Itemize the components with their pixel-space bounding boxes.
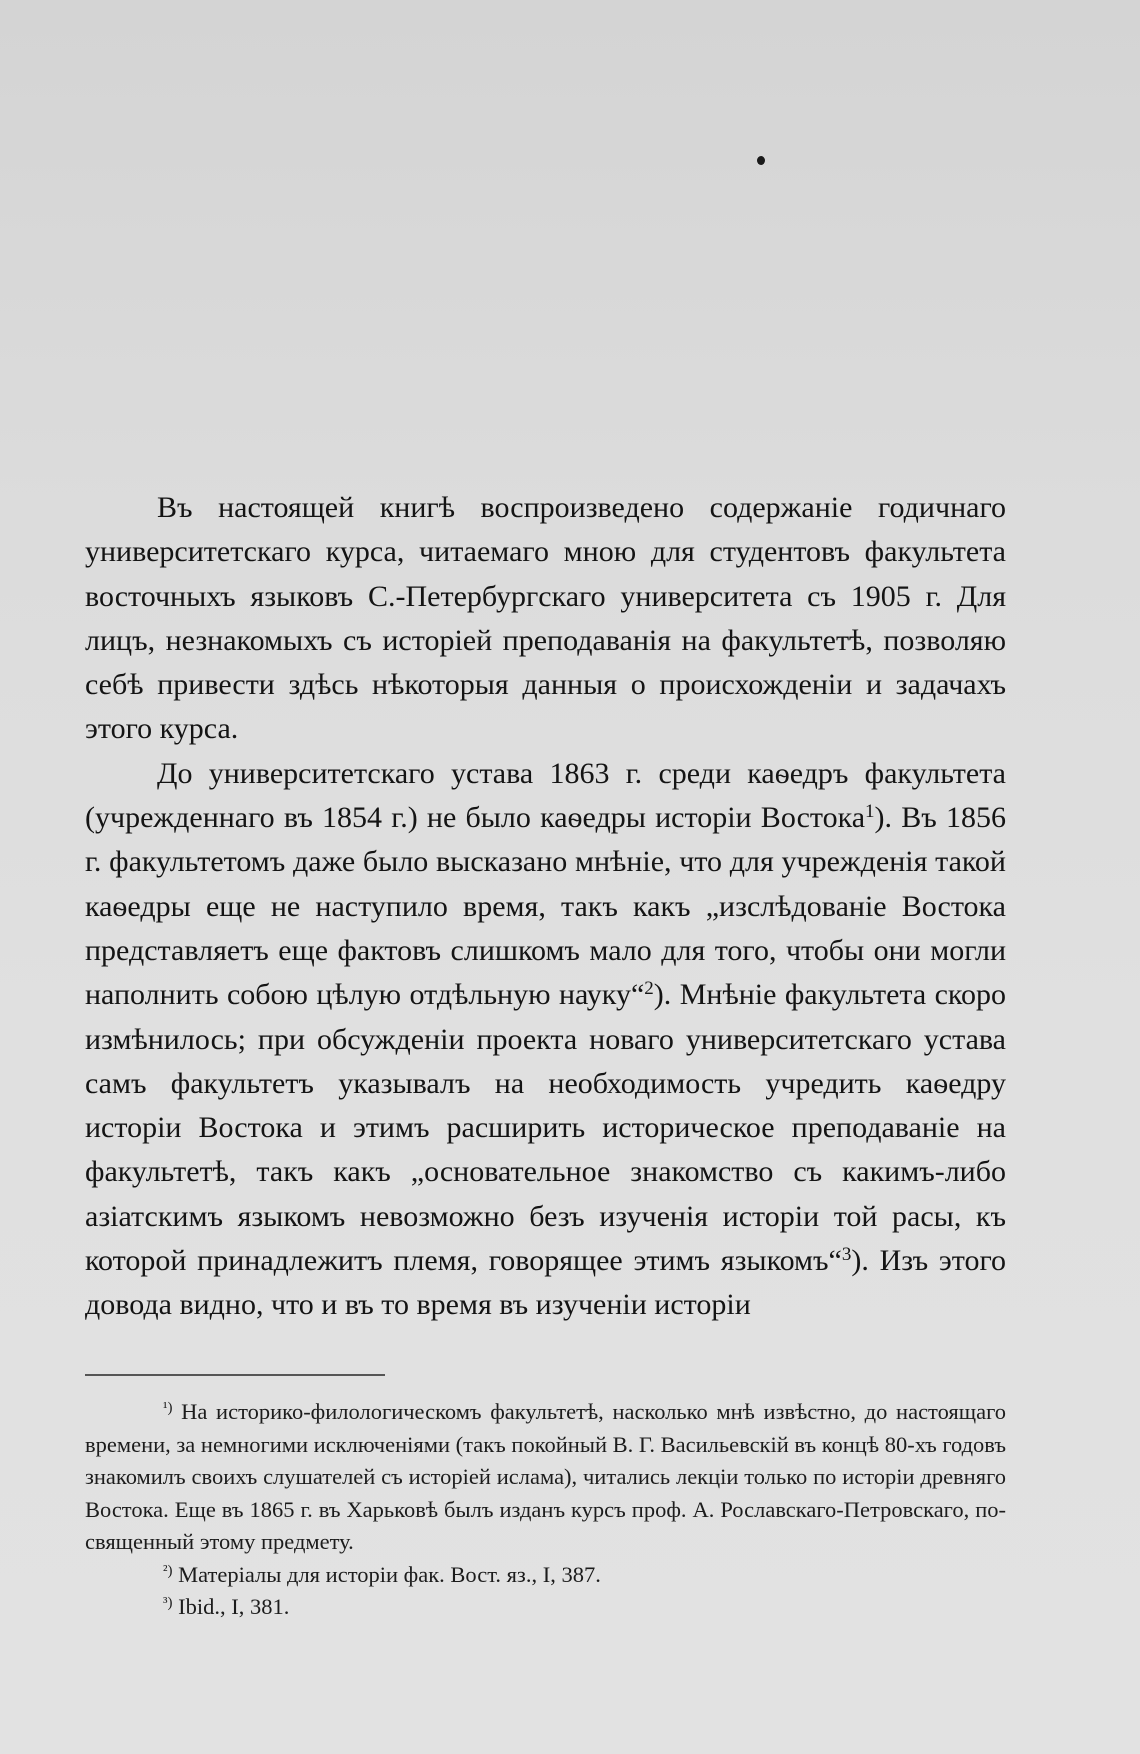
paragraph-intro — [85, 486, 1006, 752]
footnote-text: Матеріалы для исторіи фак. Вост. яз., I, 387. — [178, 1561, 601, 1587]
footnote-text: На историко-филологическомъ факультетѣ, насколько мнѣ извѣстно, до настоящаго времени, за немногими исключеніями (такъ покойный В. Г. Васильевскій въ концѣ 80-хъ годовъ знакомилъ своихъ слушателей съ исторіей ислама), читались лекціи только по исторіи древняго Востока. Еще въ 1865 г. въ Харьковѣ былъ изданъ курсъ проф. А. Рославскаго-Петровскаго, посвященный этому предмету. — [85, 1399, 1007, 1554]
ink-speck — [757, 156, 765, 165]
text-run: ). Мнѣніе факультета скоро измѣнилось; при обсужденіи проекта новаго университетскаго устава самъ факультетъ указывалъ на необходимость учредить каѳедру исторіи Востока и этимъ расширить историческое преподаваніе на факультетѣ, такъ какъ „основательное знакомство съ какимъ-либо азіатскимъ языкомъ невозможно безъ изученія исторіи той расы, къ которой принадлежитъ племя, говорящее этимъ языкомъ“ — [85, 978, 1006, 1278]
text-run: ). Въ 1856 г. факультетомъ даже было высказано мнѣніе, что для учрежденія такой каѳедры еще не наступило время, такъ какъ „изслѣдованіе Востока представляетъ еще фактовъ слишкомъ мало для того, чтобы они могли наполнить собою цѣлую отдѣльную науку“ — [85, 801, 1007, 1012]
footnote-mark: ²) — [163, 1562, 173, 1579]
footnote-3 — [85, 1591, 1006, 1624]
footnote-rule — [85, 1374, 385, 1376]
footnotes — [85, 1396, 1006, 1624]
footnote-ref: 3 — [841, 1244, 852, 1266]
footnote-1 — [85, 1396, 1006, 1559]
footnote-ref: 1 — [865, 801, 875, 823]
text-run: До университетскаго устава 1863 г. среди каѳедръ факультета (учрежденнаго въ 1854 г.) не было каѳедры исторіи Востока — [85, 756, 1006, 835]
footnote-text: Ibid., I, 381. — [178, 1594, 290, 1619]
footnote-2 — [85, 1559, 1006, 1592]
text-run: Въ настоящей книгѣ воспроизведено содержаніе годичнаго университетскаго курса, читаемаго мною для студентовъ факультета восточныхъ языковъ С.-Петербургскаго университета съ 1905 г. Для лицъ, незнакомыхъ съ исторіей преподаванія на факультетѣ, позволяю себѣ привести здѣсь нѣкоторыя данныя о происхожденіи и задачахъ этого курса. — [85, 491, 1006, 746]
paragraph-history — [85, 752, 1006, 1328]
footnote-mark: ³) — [163, 1595, 173, 1611]
footnote-ref: 2 — [644, 978, 654, 1000]
main-text — [85, 486, 1006, 1328]
footnote-mark: ¹) — [163, 1400, 173, 1416]
text-run: ). Изъ этого довода видно, что и въ то время въ изученіи исторіи — [85, 1244, 1007, 1322]
